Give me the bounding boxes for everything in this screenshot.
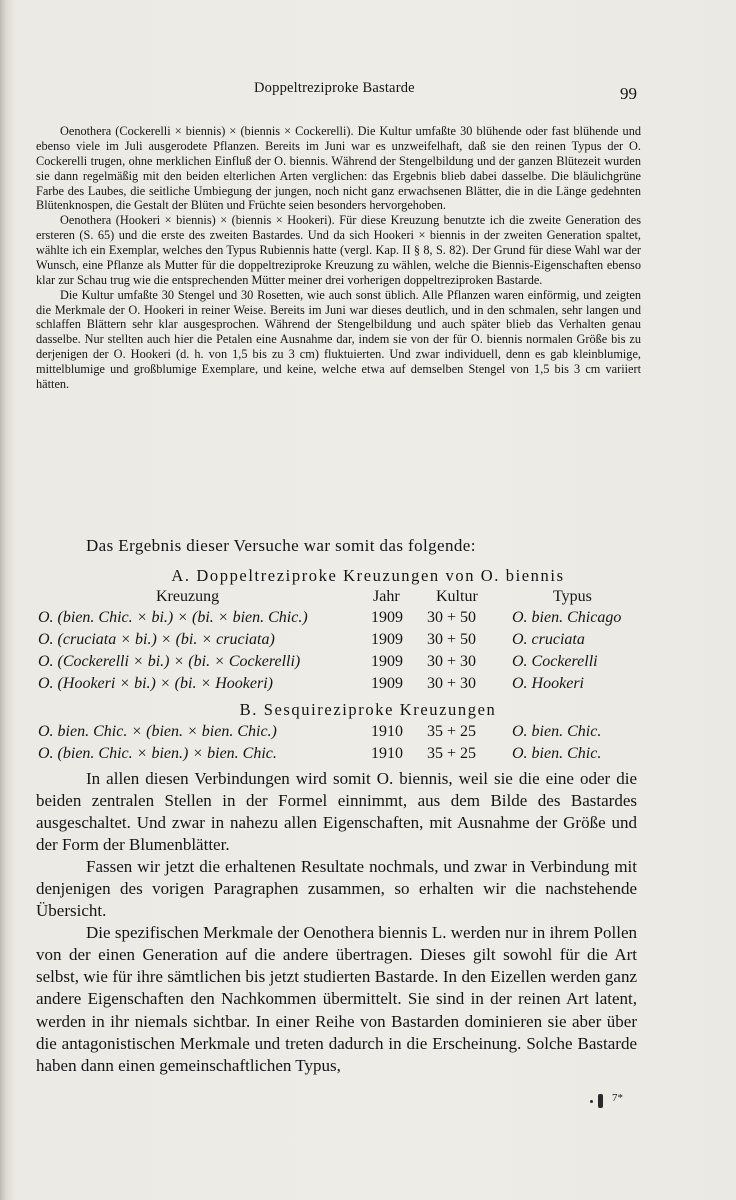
culture-cell: 30 + 50 (427, 631, 477, 648)
paragraph-cockerelli: Oenothera (Cockerelli × biennis) × (biennis × Cockerelli). Die Kultur umfaßte 30 blühende oder fast blühende und ebenso viele im Juli ausgerodete Pflanzen. Bereits im Juni war es unzweifelhaft, daß sie den reinen Typus der O. Cockerelli trugen, ohne merklichen Einfluß der O. biennis. Während der Stengelbildung und der ganzen Blütezeit wurden sie dann regelmäßig mit den beiden elterlichen Arten verglichen: das Ergebnis blieb dabei dasselbe. Die bläulichgrüne Farbe des Laubes, die seitliche Umbiegung der jungen, noch nicht ganz erwachsenen Blätter, die in die Länge gedehnten Blütenknospen, die Gestalt der Blüten und Früchte seien besonders hervorgehoben. (36, 124, 641, 213)
type-cell: O. cruciata (512, 631, 585, 648)
small-text-block (36, 124, 641, 392)
column-header-kreuzung: Kreuzung (156, 588, 220, 605)
running-title: Doppeltreziproke Bastarde (254, 80, 415, 96)
type-cell: O. Cockerelli (512, 653, 598, 670)
section-b-title: B. Sesquireziproke Kreuzungen (239, 700, 497, 719)
results-intro: Das Ergebnis dieser Versuche war somit das folgende: (86, 536, 476, 555)
paragraph-culture: Die Kultur umfaßte 30 Stengel und 30 Rosetten, wie auch sonst üblich. Alle Pflanzen waren einförmig, und zeigten die Merkmale der O. Hookeri in reiner Weise. Bereits im Juni war dieses deutlich, und in den schmalen, sehr langen und schlaffen Blättern sehr klar ausgesprochen. Während der Stengelbildung und auch später blieb das Verhalten genau dasselbe. Nur stellten auch hier die Petalen eine Ausnahme dar, indem sie von der für O. biennis normalen Größe bis zu derjenigen der O. Hookeri (d. h. von 1,5 bis zu 3 cm) fluktuierten. Und zwar individuell, denn es gab kleinblumige, mittelblumige und großblumige Exemplare, und keine, welche etwa auf demselben Stengel von 1,5 bis 3 cm variiert hätten. (36, 287, 641, 391)
ink-mark-decoration (598, 1094, 603, 1108)
year-cell: 1909 (371, 675, 403, 692)
table-row (0, 609, 736, 631)
type-cell: O. bien. Chic. (512, 745, 602, 762)
year-cell: 1910 (371, 723, 403, 740)
column-header-jahr: Jahr (373, 588, 400, 605)
page-number: 99 (620, 84, 637, 103)
culture-cell: 35 + 25 (427, 745, 477, 762)
table-row (0, 723, 736, 745)
table-row (0, 653, 736, 675)
cross-cell: O. (cruciata × bi.) × (bi. × cruciata) (38, 631, 275, 648)
page-header (0, 80, 736, 110)
signature-mark: 7* (612, 1092, 623, 1104)
type-cell: O. Hookeri (512, 675, 584, 692)
paragraph-characters: Die spezifischen Merkmale der Oenothera biennis L. werden nur in ihrem Pollen von der einen Generation auf die andere übertragen. Dieses gilt sowohl für die Art selbst, wie für ihre sämtlichen bis jetzt studierten Bastarde. In den Eizellen werden ganz andere Eigenschaften den Nachkommen übermittelt. Sie sind in der reinen Art latent, werden in ihr niemals sichtbar. In einer Reihe von Bastarden dominieren sie aber über die antagonistischen Merkmale und treten dadurch in die Erscheinung. Solche Bastarde haben dann einen gemeinschaftlichen Typus, (36, 923, 637, 1075)
column-header-kultur: Kultur (436, 588, 478, 605)
cross-cell: O. bien. Chic. × (bien. × bien. Chic.) (38, 723, 277, 740)
ink-dot-decoration (590, 1100, 593, 1103)
year-cell: 1910 (371, 745, 403, 762)
type-cell: O. bien. Chicago (512, 609, 622, 626)
year-cell: 1909 (371, 631, 403, 648)
section-a-title: A. Doppeltreziproke Kreuzungen von O. biennis (171, 566, 565, 585)
type-cell: O. bien. Chic. (512, 723, 602, 740)
cross-cell: O. (bien. Chic. × bien.) × bien. Chic. (38, 745, 277, 762)
culture-cell: 35 + 25 (427, 723, 477, 740)
cross-cell: O. (bien. Chic. × bi.) × (bi. × bien. Chic.) (38, 609, 308, 626)
paragraph-conclusion: In allen diesen Verbindungen wird somit O. biennis, weil sie die eine oder die beiden zentralen Stellen in der Formel einnimmt, aus dem Bilde des Bastardes ausgeschaltet. Und zwar in nahezu allen Eigenschaften, mit Ausnahme der Größe und der Form der Blumenblätter. (36, 769, 637, 855)
culture-cell: 30 + 30 (427, 653, 477, 670)
table-row (0, 631, 736, 653)
year-cell: 1909 (371, 653, 403, 670)
year-cell: 1909 (371, 609, 403, 626)
culture-cell: 30 + 30 (427, 675, 477, 692)
paragraph-hookeri: Oenothera (Hookeri × biennis) × (biennis × Hookeri). Für diese Kreuzung benutzte ich die zweite Generation des ersteren (S. 65) und die erste des zweiten Bastardes. Und da sich Hookeri × biennis in der zweiten Generation spaltet, wählte ich ein Exemplar, welches den Typus Rubiennis hatte (vergl. Kap. II § 8, S. 82). Der Grund für diese Wahl war der Wunsch, eine Pflanze als Mutter für die doppeltreziproke Kreuzung zu wählen, welche die Biennis-Eigenschaften ebenso klar zur Schau trug wie die entsprechenden Mütter meiner drei vorherigen doppeltreziproken Bastarde. (36, 213, 641, 287)
cross-cell: O. (Cockerelli × bi.) × (bi. × Cockerelli) (38, 653, 301, 670)
table-row (0, 675, 736, 697)
column-header-typus: Typus (553, 588, 592, 605)
large-text-block (36, 768, 637, 1077)
table-row (0, 745, 736, 767)
culture-cell: 30 + 50 (427, 609, 477, 626)
cross-cell: O. (Hookeri × bi.) × (bi. × Hookeri) (38, 675, 274, 692)
paragraph-summary: Fassen wir jetzt die erhaltenen Resultate nochmals, und zwar in Verbindung mit denjenigen des vorigen Paragraphen zusammen, so erhalten wir die nachstehende Übersicht. (36, 857, 637, 921)
